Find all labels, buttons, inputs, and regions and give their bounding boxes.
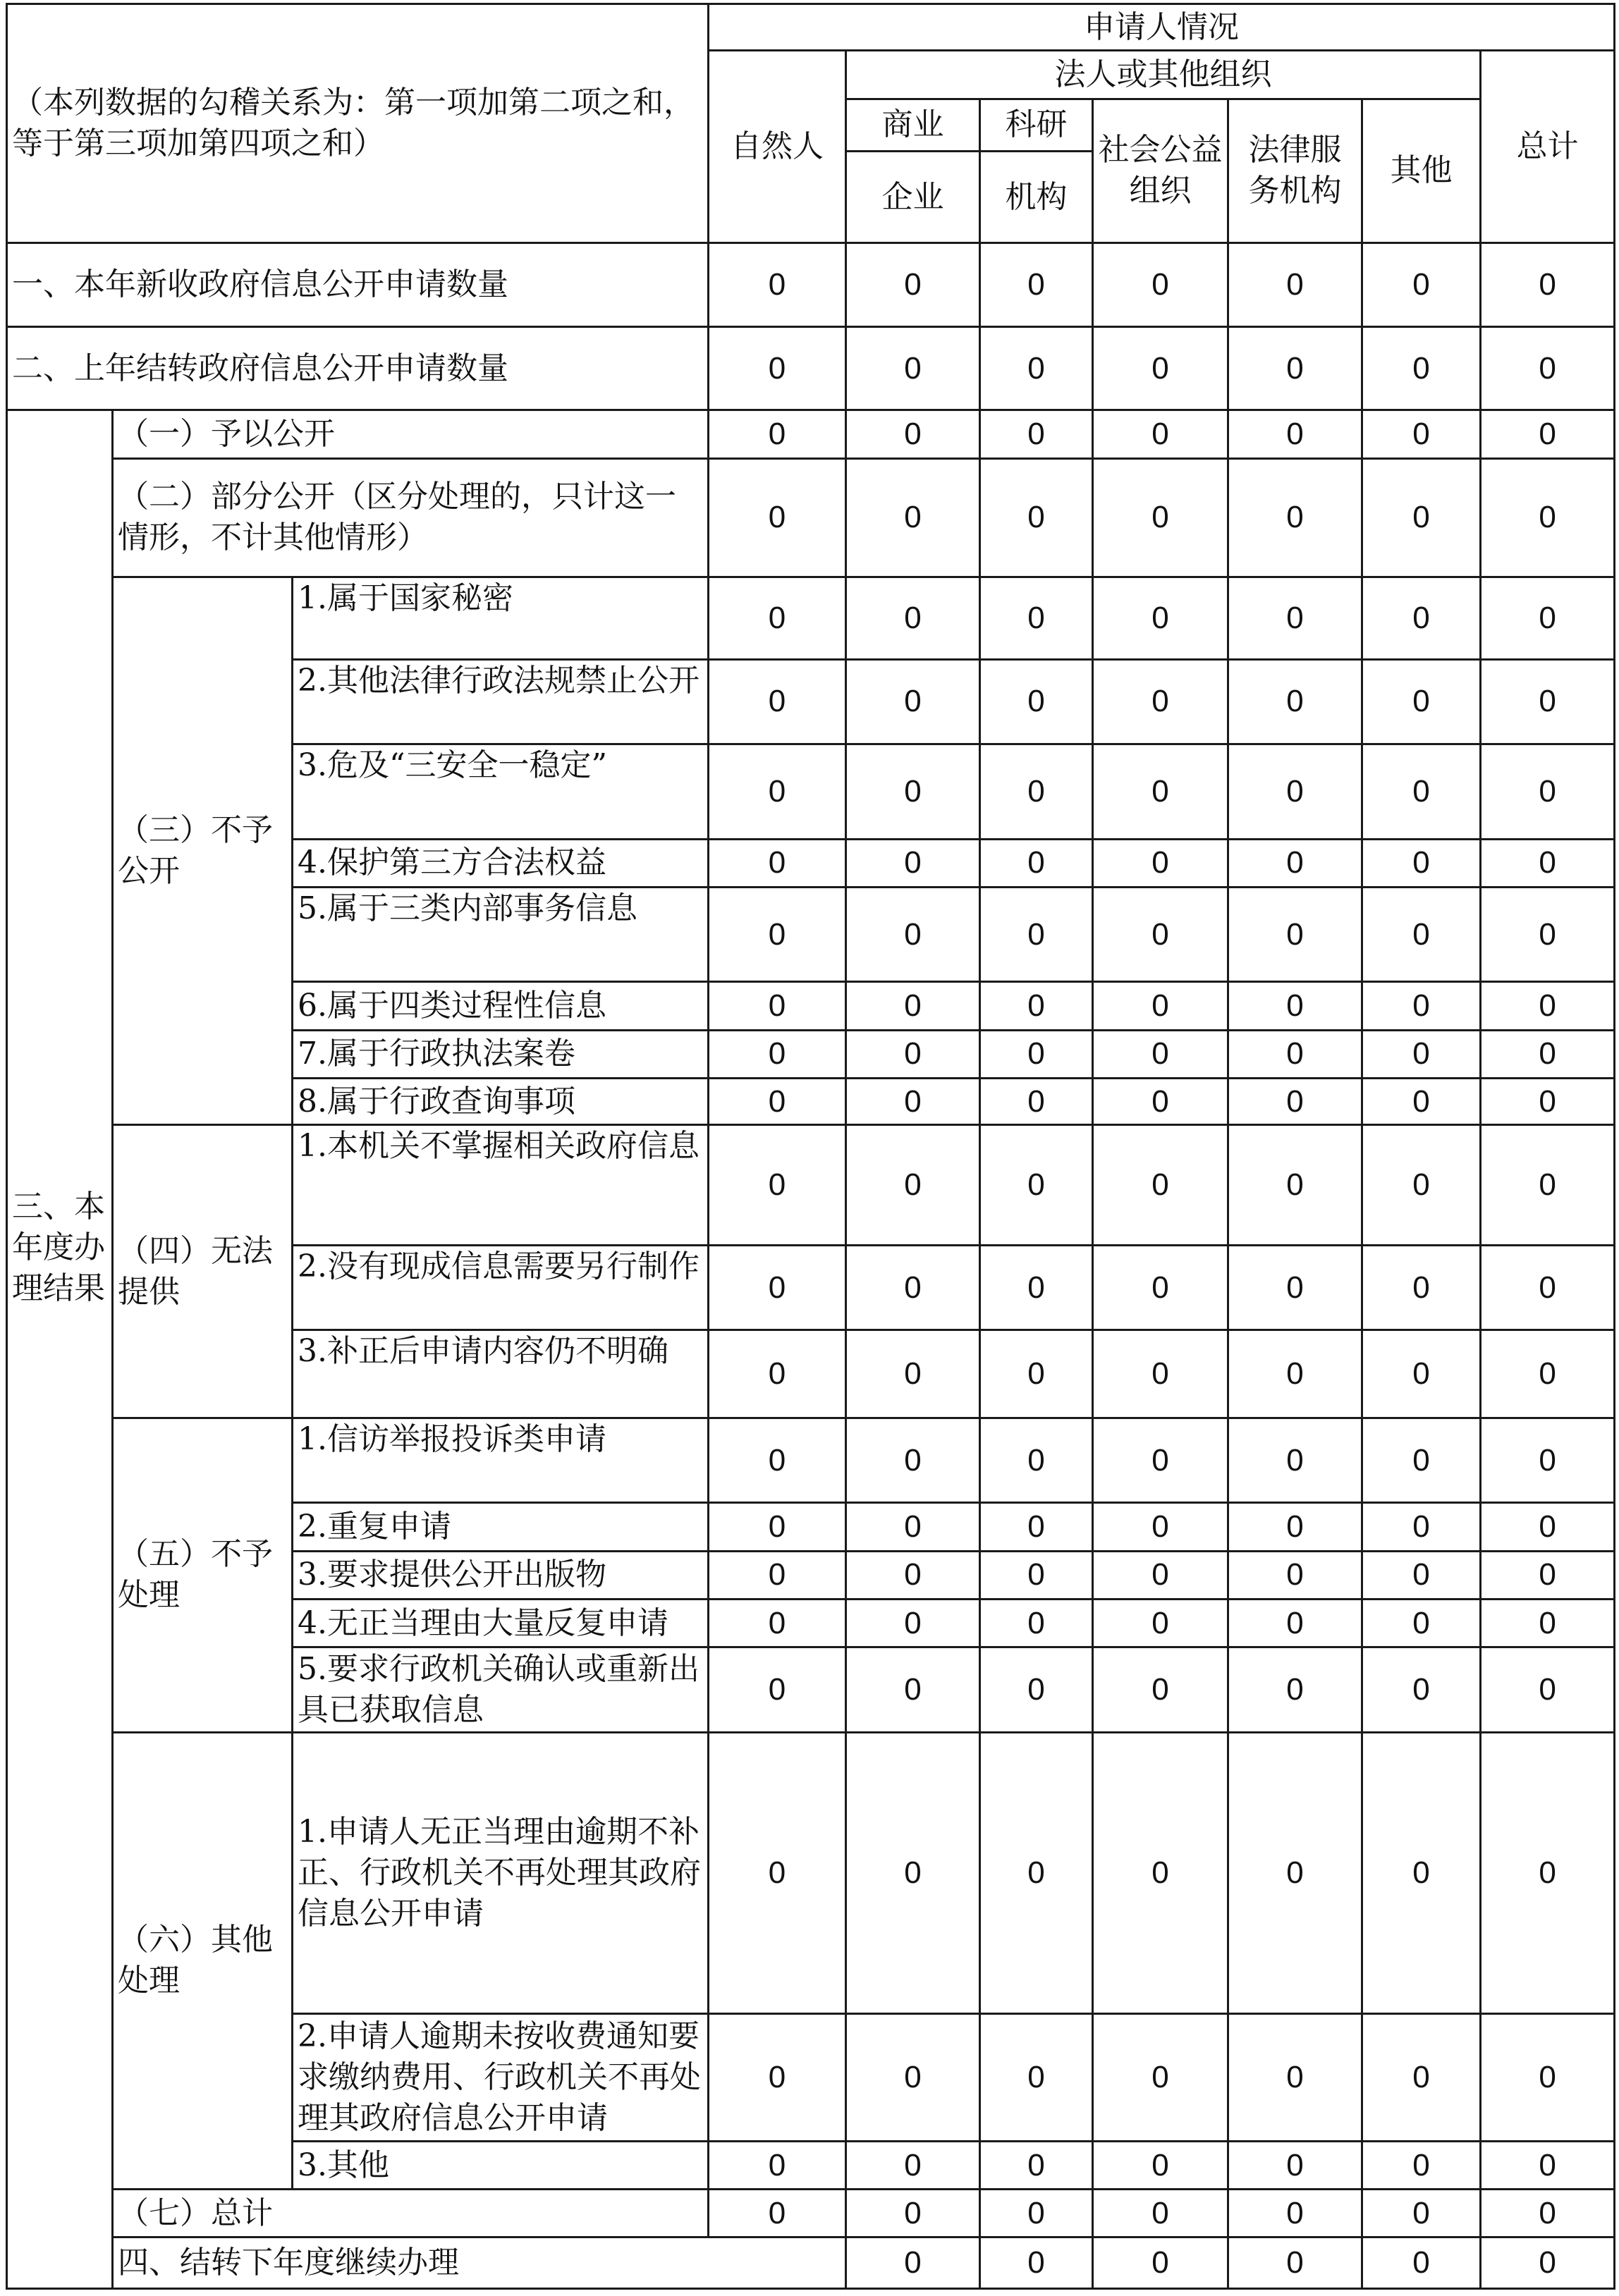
- cell-value: 0: [1362, 326, 1481, 410]
- cell-value: 0: [1481, 2190, 1615, 2237]
- row-label: 1.本机关不掌握相关政府信息: [293, 1125, 709, 1246]
- cell-value: 0: [709, 1647, 846, 1732]
- cell-value: 0: [1093, 1079, 1228, 1125]
- header-commercial-top: 商业: [846, 99, 980, 151]
- cell-value: 0: [1481, 2141, 1615, 2189]
- cell-value: 0: [709, 410, 846, 458]
- cell-value: 0: [846, 1030, 980, 1078]
- cell-value: 0: [1093, 1030, 1228, 1078]
- cell-value: 0: [846, 2014, 980, 2142]
- cell-value: 0: [1362, 2141, 1481, 2189]
- row-label: 2.其他法律行政法规禁止公开: [293, 659, 709, 744]
- row-label: 2.重复申请: [293, 1503, 709, 1551]
- cell-value: 0: [1481, 577, 1615, 659]
- cell-value: 0: [709, 982, 846, 1030]
- row-label: 3.危及“三安全一稳定”: [293, 744, 709, 840]
- row-label: 4.保护第三方合法权益: [293, 839, 709, 887]
- cell-value: 0: [846, 2141, 980, 2189]
- cell-value: 0: [709, 1030, 846, 1078]
- cell-value: 0: [709, 1330, 846, 1418]
- cell-value: 0: [846, 1079, 980, 1125]
- row-label: 四、结转下年度继续办理: [113, 2237, 846, 2289]
- cell-value: 0: [1228, 1647, 1362, 1732]
- cell-value: 0: [1093, 659, 1228, 744]
- cell-value: 0: [1228, 1125, 1362, 1246]
- cell-value: 0: [1481, 1503, 1615, 1551]
- cell-value: 0: [1481, 839, 1615, 887]
- cell-value: 0: [980, 458, 1093, 577]
- cell-value: 0: [980, 1647, 1093, 1732]
- cell-value: 0: [1481, 326, 1615, 410]
- cell-value: 0: [1093, 577, 1228, 659]
- cell-value: 0: [709, 887, 846, 982]
- cell-value: 0: [1228, 410, 1362, 458]
- cell-value: 0: [846, 1125, 980, 1246]
- cell-value: 0: [1093, 2141, 1228, 2189]
- cell-value: 0: [1228, 1030, 1362, 1078]
- cell-value: 0: [1228, 2190, 1362, 2237]
- cell-value: 0: [1362, 1503, 1481, 1551]
- cell-value: 0: [1093, 1732, 1228, 2014]
- cell-value: 0: [846, 1599, 980, 1647]
- cell-value: 0: [846, 982, 980, 1030]
- cell-value: 0: [980, 410, 1093, 458]
- group-label-g4: （四）无法提供: [113, 1125, 293, 1418]
- cell-value: 0: [1362, 410, 1481, 458]
- cell-value: 0: [1481, 458, 1615, 577]
- cell-value: 0: [709, 1125, 846, 1246]
- cell-value: 0: [1093, 1418, 1228, 1502]
- row-label: （一）予以公开: [113, 410, 709, 458]
- cell-value: 0: [1362, 1418, 1481, 1502]
- cell-value: 0: [1228, 1330, 1362, 1418]
- cell-value: 0: [980, 1503, 1093, 1551]
- cell-value: 0: [709, 2190, 846, 2237]
- header-note: （本列数据的勾稽关系为：第一项加第二项之和，等于第三项加第四项之和）: [7, 4, 709, 243]
- cell-value: 0: [1228, 1079, 1362, 1125]
- row-label: 1.信访举报投诉类申请: [293, 1418, 709, 1502]
- cell-value: 0: [846, 659, 980, 744]
- group-label-g3: （三）不予公开: [113, 577, 293, 1125]
- cell-value: 0: [980, 1599, 1093, 1647]
- cell-value: 0: [1228, 243, 1362, 326]
- cell-value: 0: [1481, 2237, 1615, 2289]
- row-g7: [7, 2190, 1615, 2237]
- cell-value: 0: [709, 744, 846, 840]
- cell-value: 0: [1362, 887, 1481, 982]
- cell-value: 0: [980, 2190, 1093, 2237]
- header-legal-service: 法律服务机构: [1228, 99, 1362, 243]
- cell-value: 0: [980, 1030, 1093, 1078]
- row-label: 5.要求行政机关确认或重新出具已获取信息: [293, 1647, 709, 1732]
- cell-value: 0: [709, 1551, 846, 1599]
- cell-value: 0: [1362, 1030, 1481, 1078]
- cell-value: 0: [980, 243, 1093, 326]
- cell-value: 0: [1093, 887, 1228, 982]
- cell-value: 0: [1481, 1647, 1615, 1732]
- cell-value: 0: [1481, 744, 1615, 840]
- cell-value: 0: [1228, 887, 1362, 982]
- cell-value: 0: [1228, 326, 1362, 410]
- cell-value: 0: [980, 2237, 1093, 2289]
- cell-value: 0: [1228, 1599, 1362, 1647]
- cell-value: 0: [980, 1551, 1093, 1599]
- row-label: 3.其他: [293, 2141, 709, 2189]
- cell-value: 0: [1362, 577, 1481, 659]
- cell-value: 0: [1228, 1245, 1362, 1330]
- row-label: 2.没有现成信息需要另行制作: [293, 1245, 709, 1330]
- header-commercial-bottom: 企业: [846, 151, 980, 243]
- cell-value: 0: [846, 887, 980, 982]
- cell-value: 0: [846, 1418, 980, 1502]
- cell-value: 0: [980, 887, 1093, 982]
- cell-value: 0: [709, 2014, 846, 2142]
- group-label-g5: （五）不予处理: [113, 1418, 293, 1732]
- cell-value: 0: [1093, 410, 1228, 458]
- cell-value: 0: [980, 1330, 1093, 1418]
- cell-value: 0: [1481, 1330, 1615, 1418]
- cell-value: 0: [1362, 1330, 1481, 1418]
- cell-value: 0: [1228, 1732, 1362, 2014]
- cell-value: 0: [1362, 2014, 1481, 2142]
- cell-value: 0: [1362, 1079, 1481, 1125]
- cell-value: 0: [846, 1732, 980, 2014]
- cell-value: 0: [1228, 1551, 1362, 1599]
- cell-value: 0: [1093, 458, 1228, 577]
- row-label: （二）部分公开（区分处理的，只计这一情形，不计其他情形）: [113, 458, 709, 577]
- header-natural-person: 自然人: [709, 51, 846, 243]
- cell-value: 0: [709, 243, 846, 326]
- cell-value: 0: [1228, 2237, 1362, 2289]
- row-label: 1.属于国家秘密: [293, 577, 709, 659]
- cell-value: 0: [1362, 1647, 1481, 1732]
- cell-value: 0: [709, 458, 846, 577]
- cell-value: 0: [980, 326, 1093, 410]
- cell-value: 0: [1093, 1503, 1228, 1551]
- cell-value: 0: [1481, 1599, 1615, 1647]
- cell-value: 0: [1362, 1125, 1481, 1246]
- cell-value: 0: [1228, 659, 1362, 744]
- cell-value: 0: [1228, 839, 1362, 887]
- cell-value: 0: [846, 2237, 980, 2289]
- row-label: 3.补正后申请内容仍不明确: [293, 1330, 709, 1418]
- row-label: 5.属于三类内部事务信息: [293, 887, 709, 982]
- cell-value: 0: [846, 1330, 980, 1418]
- header-legal-org: 法人或其他组织: [846, 51, 1481, 99]
- cell-value: 0: [1228, 2014, 1362, 2142]
- row-carried-last-year: [7, 326, 1615, 410]
- cell-value: 0: [709, 1599, 846, 1647]
- cell-value: 0: [1228, 577, 1362, 659]
- row-label: 1.申请人无正当理由逾期不补正、行政机关不再处理其政府信息公开申请: [293, 1732, 709, 2014]
- cell-value: 0: [1481, 982, 1615, 1030]
- row-g1: [7, 410, 1615, 458]
- row-label: 7.属于行政执法案卷: [293, 1030, 709, 1078]
- cell-value: 0: [846, 458, 980, 577]
- row-label: （七）总计: [113, 2190, 709, 2237]
- cell-value: 0: [1093, 2014, 1228, 2142]
- cell-value: 0: [846, 326, 980, 410]
- row-label: 4.无正当理由大量反复申请: [293, 1599, 709, 1647]
- cell-value: 0: [1093, 1599, 1228, 1647]
- cell-value: 0: [1481, 1079, 1615, 1125]
- row-label: 3.要求提供公开出版物: [293, 1551, 709, 1599]
- cell-value: 0: [1093, 326, 1228, 410]
- cell-value: 0: [1093, 2190, 1228, 2237]
- cell-value: 0: [980, 744, 1093, 840]
- cell-value: 0: [1481, 1030, 1615, 1078]
- row-g3-1: [7, 577, 1615, 659]
- cell-value: 0: [1362, 1551, 1481, 1599]
- row-g5-1: [7, 1418, 1615, 1502]
- cell-value: 0: [709, 2141, 846, 2189]
- cell-value: 0: [1362, 1599, 1481, 1647]
- results-group-label: 三、本年度办理结果: [7, 410, 113, 2289]
- cell-value: 0: [1093, 744, 1228, 840]
- cell-value: 0: [846, 1245, 980, 1330]
- header-social: 社会公益组织: [1093, 99, 1228, 243]
- cell-value: 0: [1362, 839, 1481, 887]
- cell-value: 0: [709, 1503, 846, 1551]
- cell-value: 0: [1228, 744, 1362, 840]
- row-g2: [7, 458, 1615, 577]
- cell-value: 0: [709, 1245, 846, 1330]
- header-total: 总计: [1481, 51, 1615, 243]
- cell-value: 0: [1093, 839, 1228, 887]
- cell-value: 0: [709, 1079, 846, 1125]
- cell-value: 0: [1481, 887, 1615, 982]
- cell-value: 0: [1362, 1732, 1481, 2014]
- row-new-requests: [7, 243, 1615, 326]
- header-applicant: 申请人情况: [709, 4, 1615, 51]
- cell-value: 0: [846, 2190, 980, 2237]
- cell-value: 0: [846, 839, 980, 887]
- cell-value: 0: [1481, 410, 1615, 458]
- cell-value: 0: [1362, 458, 1481, 577]
- cell-value: 0: [1362, 659, 1481, 744]
- row-label: 二、上年结转政府信息公开申请数量: [7, 326, 709, 410]
- cell-value: 0: [980, 1125, 1093, 1246]
- cell-value: 0: [1362, 2237, 1481, 2289]
- cell-value: 0: [1481, 1245, 1615, 1330]
- cell-value: 0: [709, 1732, 846, 2014]
- cell-value: 0: [980, 839, 1093, 887]
- row-g6-1: [7, 1732, 1615, 2014]
- header-research-bottom: 机构: [980, 151, 1093, 243]
- row-label: 一、本年新收政府信息公开申请数量: [7, 243, 709, 326]
- cell-value: 0: [1093, 982, 1228, 1030]
- cell-value: 0: [846, 1647, 980, 1732]
- header-research-top: 科研: [980, 99, 1093, 151]
- cell-value: 0: [980, 577, 1093, 659]
- cell-value: 0: [980, 1418, 1093, 1502]
- cell-value: 0: [980, 659, 1093, 744]
- header-other: 其他: [1362, 99, 1481, 243]
- cell-value: 0: [1481, 1732, 1615, 2014]
- cell-value: 0: [980, 982, 1093, 1030]
- cell-value: 0: [1228, 982, 1362, 1030]
- cell-value: 0: [1093, 1125, 1228, 1246]
- cell-value: 0: [1228, 458, 1362, 577]
- cell-value: 0: [1481, 2014, 1615, 2142]
- cell-value: 0: [1362, 982, 1481, 1030]
- cell-value: 0: [709, 577, 846, 659]
- row-label: 2.申请人逾期未按收费通知要求缴纳费用、行政机关不再处理其政府信息公开申请: [293, 2014, 709, 2142]
- cell-value: 0: [709, 326, 846, 410]
- cell-value: 0: [709, 839, 846, 887]
- cell-value: 0: [846, 243, 980, 326]
- row-label: 8.属于行政查询事项: [293, 1079, 709, 1125]
- cell-value: 0: [846, 577, 980, 659]
- cell-value: 0: [1228, 1503, 1362, 1551]
- cell-value: 0: [846, 1551, 980, 1599]
- group-label-g6: （六）其他处理: [113, 1732, 293, 2190]
- cell-value: 0: [846, 744, 980, 840]
- cell-value: 0: [1093, 1245, 1228, 1330]
- cell-value: 0: [1093, 243, 1228, 326]
- cell-value: 0: [1093, 1330, 1228, 1418]
- cell-value: 0: [1093, 2237, 1228, 2289]
- row-carry-next-year: [7, 2237, 1615, 2289]
- gov-info-disclosure-table: [6, 3, 1615, 2290]
- cell-value: 0: [1228, 1418, 1362, 1502]
- cell-value: 0: [1362, 744, 1481, 840]
- cell-value: 0: [1362, 1245, 1481, 1330]
- cell-value: 0: [980, 1079, 1093, 1125]
- cell-value: 0: [1481, 1125, 1615, 1246]
- cell-value: 0: [1228, 2141, 1362, 2189]
- cell-value: 0: [1481, 659, 1615, 744]
- cell-value: 0: [980, 1245, 1093, 1330]
- cell-value: 0: [1481, 1551, 1615, 1599]
- cell-value: 0: [1362, 243, 1481, 326]
- cell-value: 0: [1093, 1647, 1228, 1732]
- cell-value: 0: [980, 2014, 1093, 2142]
- cell-value: 0: [709, 659, 846, 744]
- cell-value: 0: [709, 1418, 846, 1502]
- cell-value: 0: [846, 410, 980, 458]
- cell-value: 0: [980, 1732, 1093, 2014]
- cell-value: 0: [1481, 1418, 1615, 1502]
- row-label: 6.属于四类过程性信息: [293, 982, 709, 1030]
- cell-value: 0: [1362, 2190, 1481, 2237]
- cell-value: 0: [1093, 1551, 1228, 1599]
- cell-value: 0: [846, 1503, 980, 1551]
- row-g4-1: [7, 1125, 1615, 1246]
- cell-value: 0: [980, 2141, 1093, 2189]
- cell-value: 0: [1481, 243, 1615, 326]
